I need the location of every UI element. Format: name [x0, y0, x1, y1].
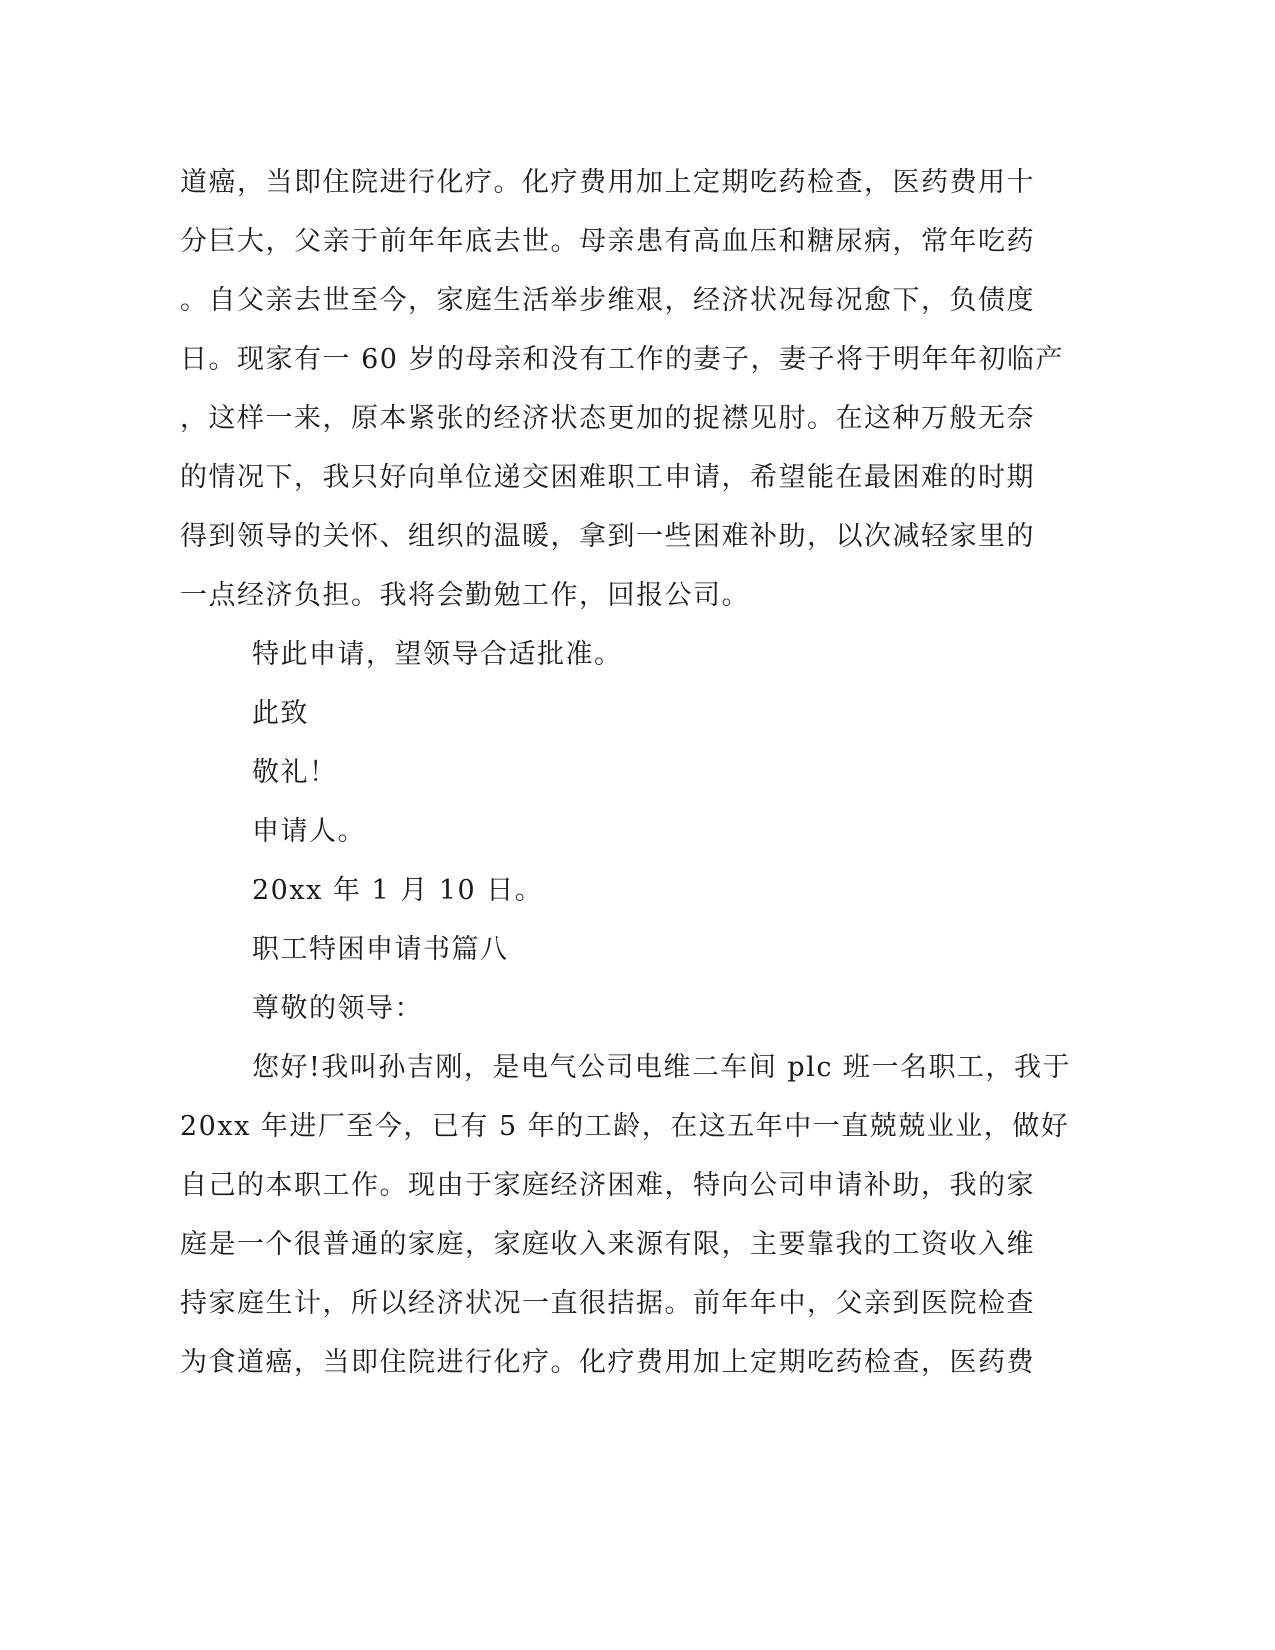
- body-line: 。自父亲去世至今，家庭生活举步维艰，经济状况每况愈下，负债度: [180, 285, 1035, 316]
- body-line: 日。现家有一 60 岁的母亲和没有工作的妻子，妻子将于明年年初临产: [180, 344, 1065, 375]
- section-heading: 职工特困申请书篇八: [252, 934, 509, 965]
- body-line: 自己的本职工作。现由于家庭经济困难，特向公司申请补助，我的家: [180, 1170, 1035, 1201]
- body-line: 道癌，当即住院进行化疗。化疗费用加上定期吃药检查，医药费用十: [180, 167, 1035, 198]
- greeting-line: 尊敬的领导：: [252, 993, 423, 1024]
- body-line: 分巨大，父亲于前年年底去世。母亲患有高血压和糖尿病，常年吃药: [180, 226, 1035, 257]
- body-line: 20xx 年进厂至今，已有 5 年的工龄，在这五年中一直兢兢业业，做好: [180, 1111, 1070, 1142]
- salutation-line: 敬礼！: [252, 757, 338, 788]
- body-line: 持家庭生计，所以经济状况一直很拮据。前年年中，父亲到医院检查: [180, 1288, 1035, 1319]
- applicant-line: 申请人。: [252, 816, 366, 847]
- body-line: 一点经济负担。我将会勤勉工作，回报公司。: [180, 580, 750, 611]
- body-line: 为食道癌，当即住院进行化疗。化疗费用加上定期吃药检查，医药费: [180, 1347, 1035, 1378]
- body-line: 的情况下，我只好向单位递交困难职工申请，希望能在最困难的时期: [180, 462, 1035, 493]
- body-line: 庭是一个很普通的家庭，家庭收入来源有限，主要靠我的工资收入维: [180, 1229, 1035, 1260]
- body-line: 您好!我叫孙吉刚，是电气公司电维二车间 plc 班一名职工，我于: [252, 1052, 1072, 1083]
- salutation-line: 此致: [252, 698, 309, 729]
- document-body: [180, 153, 1072, 1392]
- closing-request-line: 特此申请，望领导合适批准。: [252, 639, 623, 670]
- body-line: 得到领导的关怀、组织的温暖，拿到一些困难补助，以次减轻家里的: [180, 521, 1035, 552]
- date-line: 20xx 年 1 月 10 日。: [252, 875, 544, 906]
- body-line: ，这样一来，原本紧张的经济状态更加的捉襟见肘。在这种万般无奈: [180, 403, 1035, 434]
